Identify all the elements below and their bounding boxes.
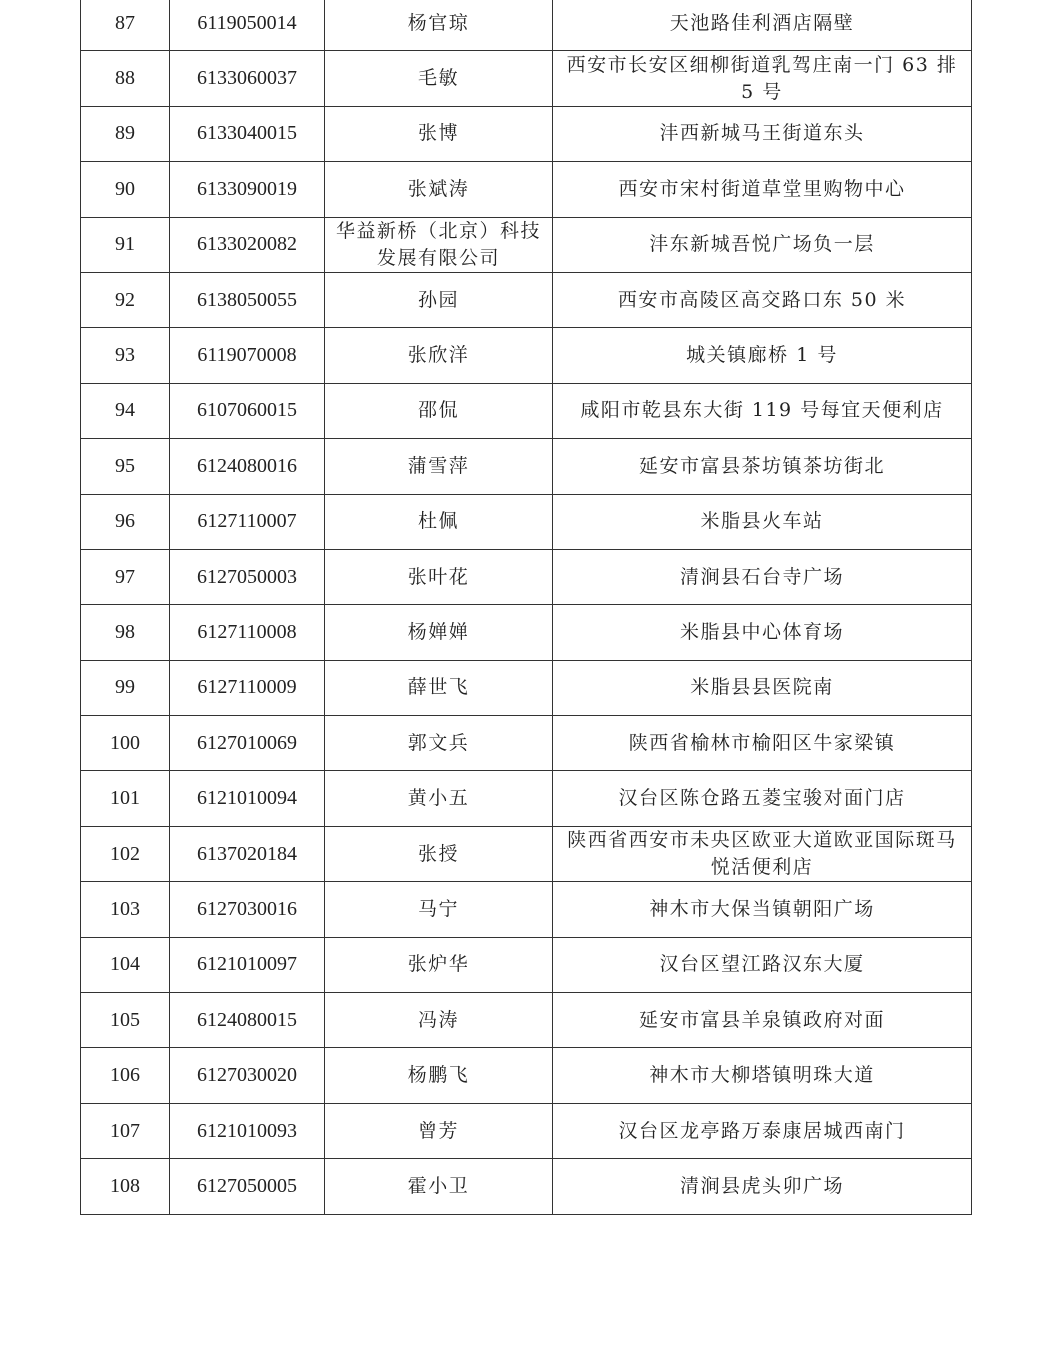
row-number: 108: [81, 1159, 170, 1214]
outlet-code: 6138050055: [170, 272, 325, 327]
table-row: [81, 217, 972, 272]
outlet-address: 米脂县中心体育场: [553, 605, 972, 660]
outlet-code: 6121010093: [170, 1103, 325, 1158]
row-number: 98: [81, 605, 170, 660]
outlet-code: 6127110009: [170, 660, 325, 715]
outlet-code: 6127110007: [170, 494, 325, 549]
outlet-code: 6133040015: [170, 106, 325, 161]
table-row: [81, 882, 972, 937]
outlet-address: 延安市富县茶坊镇茶坊街北: [553, 439, 972, 494]
row-number: 105: [81, 993, 170, 1048]
table-row: [81, 605, 972, 660]
outlet-code: 6127030020: [170, 1048, 325, 1103]
table-row: [81, 826, 972, 881]
owner-name: 张炉华: [325, 937, 553, 992]
outlet-address: 米脂县县医院南: [553, 660, 972, 715]
outlet-code: 6127010069: [170, 716, 325, 771]
row-number: 90: [81, 162, 170, 217]
row-number: 91: [81, 217, 170, 272]
outlet-code: 6137020184: [170, 826, 325, 881]
outlet-code: 6127030016: [170, 882, 325, 937]
outlet-address: 清涧县石台寺广场: [553, 549, 972, 604]
row-number: 102: [81, 826, 170, 881]
outlet-code: 6127110008: [170, 605, 325, 660]
row-number: 94: [81, 383, 170, 438]
table-row: [81, 549, 972, 604]
outlet-code: 6127050003: [170, 549, 325, 604]
owner-name: 郭文兵: [325, 716, 553, 771]
owner-name: 杨婵婵: [325, 605, 553, 660]
row-number: 100: [81, 716, 170, 771]
outlet-code: 6119050014: [170, 0, 325, 51]
outlet-address: 清涧县虎头卯广场: [553, 1159, 972, 1214]
outlet-address: 西安市宋村街道草堂里购物中心: [553, 162, 972, 217]
table-row: [81, 272, 972, 327]
owner-name: 张斌涛: [325, 162, 553, 217]
owner-name: 张欣洋: [325, 328, 553, 383]
outlet-code: 6107060015: [170, 383, 325, 438]
table-row: [81, 494, 972, 549]
outlet-address: 米脂县火车站: [553, 494, 972, 549]
owner-name: 华益新桥（北京）科技发展有限公司: [325, 217, 553, 272]
row-number: 89: [81, 106, 170, 161]
owner-name: 霍小卫: [325, 1159, 553, 1214]
owner-name: 邵侃: [325, 383, 553, 438]
row-number: 99: [81, 660, 170, 715]
owner-name: 蒲雪萍: [325, 439, 553, 494]
outlet-address: 延安市富县羊泉镇政府对面: [553, 993, 972, 1048]
row-number: 87: [81, 0, 170, 51]
row-number: 104: [81, 937, 170, 992]
row-number: 107: [81, 1103, 170, 1158]
owner-name: 张叶花: [325, 549, 553, 604]
table-row: [81, 993, 972, 1048]
outlet-address: 城关镇廊桥 1 号: [553, 328, 972, 383]
table-row: [81, 1048, 972, 1103]
outlet-code: 6124080016: [170, 439, 325, 494]
outlet-code: 6124080015: [170, 993, 325, 1048]
owner-name: 杜佩: [325, 494, 553, 549]
outlet-address: 汉台区望江路汉东大厦: [553, 937, 972, 992]
owner-name: 曾芳: [325, 1103, 553, 1158]
row-number: 93: [81, 328, 170, 383]
table-row: [81, 1103, 972, 1158]
outlet-table: [80, 0, 972, 1215]
outlet-address: 陕西省西安市未央区欧亚大道欧亚国际斑马悦活便利店: [553, 826, 972, 881]
owner-name: 黄小五: [325, 771, 553, 826]
outlet-address: 西安市高陵区高交路口东 50 米: [553, 272, 972, 327]
table-row: [81, 771, 972, 826]
table-row: [81, 162, 972, 217]
table-row: [81, 660, 972, 715]
table-row: [81, 51, 972, 106]
table-row: [81, 439, 972, 494]
outlet-code: 6127050005: [170, 1159, 325, 1214]
outlet-address: 沣东新城吾悦广场负一层: [553, 217, 972, 272]
owner-name: 张授: [325, 826, 553, 881]
row-number: 103: [81, 882, 170, 937]
owner-name: 冯涛: [325, 993, 553, 1048]
outlet-code: 6119070008: [170, 328, 325, 383]
table-row: [81, 937, 972, 992]
row-number: 92: [81, 272, 170, 327]
row-number: 97: [81, 549, 170, 604]
outlet-address: 汉台区陈仓路五菱宝骏对面门店: [553, 771, 972, 826]
table-row: [81, 328, 972, 383]
owner-name: 杨官琼: [325, 0, 553, 51]
row-number: 88: [81, 51, 170, 106]
row-number: 106: [81, 1048, 170, 1103]
outlet-address: 神木市大柳塔镇明珠大道: [553, 1048, 972, 1103]
outlet-address: 沣西新城马王街道东头: [553, 106, 972, 161]
outlet-code: 6121010094: [170, 771, 325, 826]
row-number: 101: [81, 771, 170, 826]
row-number: 96: [81, 494, 170, 549]
outlet-address: 西安市长安区细柳街道乳驾庄南一门 63 排 5 号: [553, 51, 972, 106]
owner-name: 杨鹏飞: [325, 1048, 553, 1103]
table-row: [81, 1159, 972, 1214]
owner-name: 孙园: [325, 272, 553, 327]
table-row: [81, 106, 972, 161]
outlet-address: 陕西省榆林市榆阳区牛家梁镇: [553, 716, 972, 771]
owner-name: 张博: [325, 106, 553, 161]
outlet-code: 6133020082: [170, 217, 325, 272]
owner-name: 毛敏: [325, 51, 553, 106]
table-row: [81, 0, 972, 51]
owner-name: 薛世飞: [325, 660, 553, 715]
outlet-address: 汉台区龙亭路万泰康居城西南门: [553, 1103, 972, 1158]
outlet-address: 咸阳市乾县东大街 119 号每宜天便利店: [553, 383, 972, 438]
table-row: [81, 383, 972, 438]
outlet-address: 天池路佳利酒店隔壁: [553, 0, 972, 51]
row-number: 95: [81, 439, 170, 494]
outlet-code: 6133090019: [170, 162, 325, 217]
owner-name: 马宁: [325, 882, 553, 937]
outlet-code: 6133060037: [170, 51, 325, 106]
outlet-code: 6121010097: [170, 937, 325, 992]
table-row: [81, 716, 972, 771]
outlet-address: 神木市大保当镇朝阳广场: [553, 882, 972, 937]
